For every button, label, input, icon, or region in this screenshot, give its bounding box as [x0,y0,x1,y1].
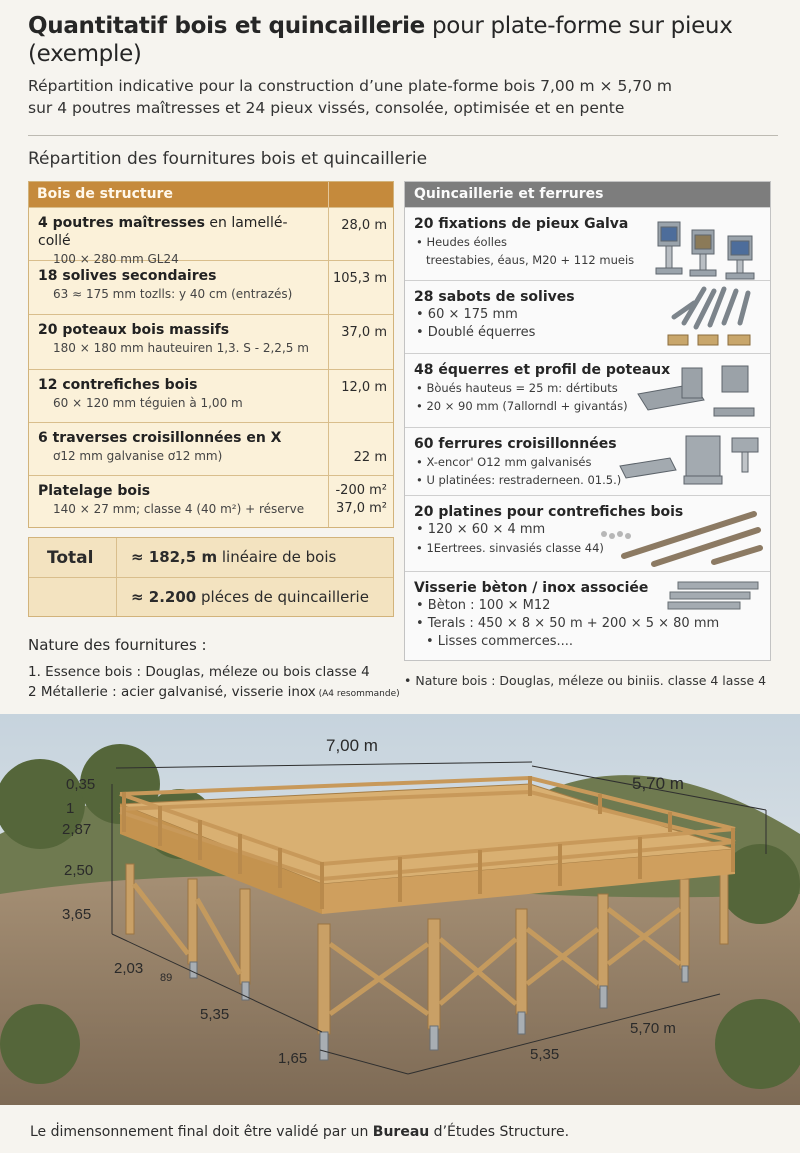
dim-left1-sub: 89 [160,972,173,984]
total-hardware: ≈ 2.200 pléces de quincaillerie [131,588,369,606]
table-row: Platelage bois 140 × 27 mm; classe 4 (40 m²) + réserve -200 m² 37,0 m² [29,475,393,527]
rod-icon [594,504,764,568]
pile-bracket-icon [652,216,764,282]
dim-top-width: 7,00 m [326,736,378,755]
table-row: 6 traverses croisillonnées en X ơ12 mm galvanise ơ12 mm) 22 m [29,422,393,475]
list-item: 28 sabots de solives • 60 × 175 mm • Doublé équerres [405,280,770,353]
table-row: 18 solives secondaires 63 ≈ 175 mm tozlls: y 40 cm (entrazés) 105,3 m [29,260,393,314]
bois-table-header: Bois de structure [29,182,393,207]
total-label: Total [29,538,117,577]
footer-note: Le ḋimensonnement final doit être validé par un Bureau d’Études Structure. [30,1124,570,1140]
quincaillerie-header: Quincaillerie et ferrures [405,182,770,207]
dim-h2: 1 [66,800,75,817]
dim-bottom-right: 5,70 m [630,1020,676,1037]
list-item: Visserie bèton / inox associée • Bèton : 100 × M12 • Terals : 450 × 8 × 50 m + 200 × 5 × 80 mm • Lisses commerces.... [405,571,770,661]
list-item: 48 équerres et profil de poteaux • Bòués hauteus = 25 m: dértibuts • 20 × 90 mm (7allorndl + givantás) [405,353,770,427]
dim-bottom-left: 1,65 [278,1050,308,1067]
platform-photo [0,714,800,1105]
bois-table [28,181,394,528]
nature-bois-note: • Nature bois : Douglas, méleze ou biniis. classe 4 lasse 4 [404,673,767,688]
cross-fitting-icon [614,432,764,492]
total-box [28,537,394,617]
page-title: Quantitatif bois et quincaillerie pour plate-forme sur pieux (exemple) [28,13,733,67]
section-title: Répartition des fournitures bois et quincaillerie [28,149,428,169]
list-item: 60 ferrures croisillonnées • X-encor' O12 mm galvanisés • U platinées: restraderneen. 01.5.) [405,427,770,495]
bolts-icon [664,578,764,614]
table-row: 12 contrefiches bois 60 × 120 mm téguien à 1,00 m 12,0 m [29,369,393,422]
dim-left1: 2,03 [114,960,144,977]
screws-icon [564,283,764,353]
list-item: 20 platines pour contrefiches bois • 120 × 60 × 4 mm • 1Eertrees. sinvasiés classe 44) [405,495,770,571]
header [28,12,778,119]
total-wood: ≈ 182,5 m linéaire de bois [131,548,337,566]
dim-left2: 5,35 [200,1006,230,1023]
dim-h3: 2,87 [62,821,92,838]
page-subtitle: Répartition indicative pour la construction d’une plate-forme bois 7,00 m × 5,70 m sur 4 poutres maîtresses et 24 pieux vissés, consolée, optimisée et en pente [28,77,673,117]
dim-bottom-mid: 5,35 [530,1046,560,1063]
table-row: 20 poteaux bois massifs 180 × 180 mm hauteuiren 1,3. S - 2,2,5 m 37,0 m [29,314,393,369]
list-item: 20 fixations de pieux Galva • Heudes éolles treestabies, éaus, M20 + 112 mueis [405,207,770,280]
quincaillerie-table [404,181,771,661]
table-row: 4 poutres maîtresses en lamellé-collé 100 × 280 mm GL24 28,0 m [29,207,393,260]
divider [28,135,778,136]
platform-illustration [0,714,800,1105]
dim-h4: 2,50 [64,862,94,879]
nature-section: Nature des fournitures : 1. Essence bois : Douglas, méleze ou bois classe 4 2 Métallerie : acier galvanisé, visserie inox (A4 resommande) [28,636,400,700]
angle-bracket-icon [634,364,764,422]
dim-h5: 3,65 [62,906,92,923]
dim-h1: 0,35 [66,776,96,793]
dim-top-depth: 5,70 m [632,774,684,793]
